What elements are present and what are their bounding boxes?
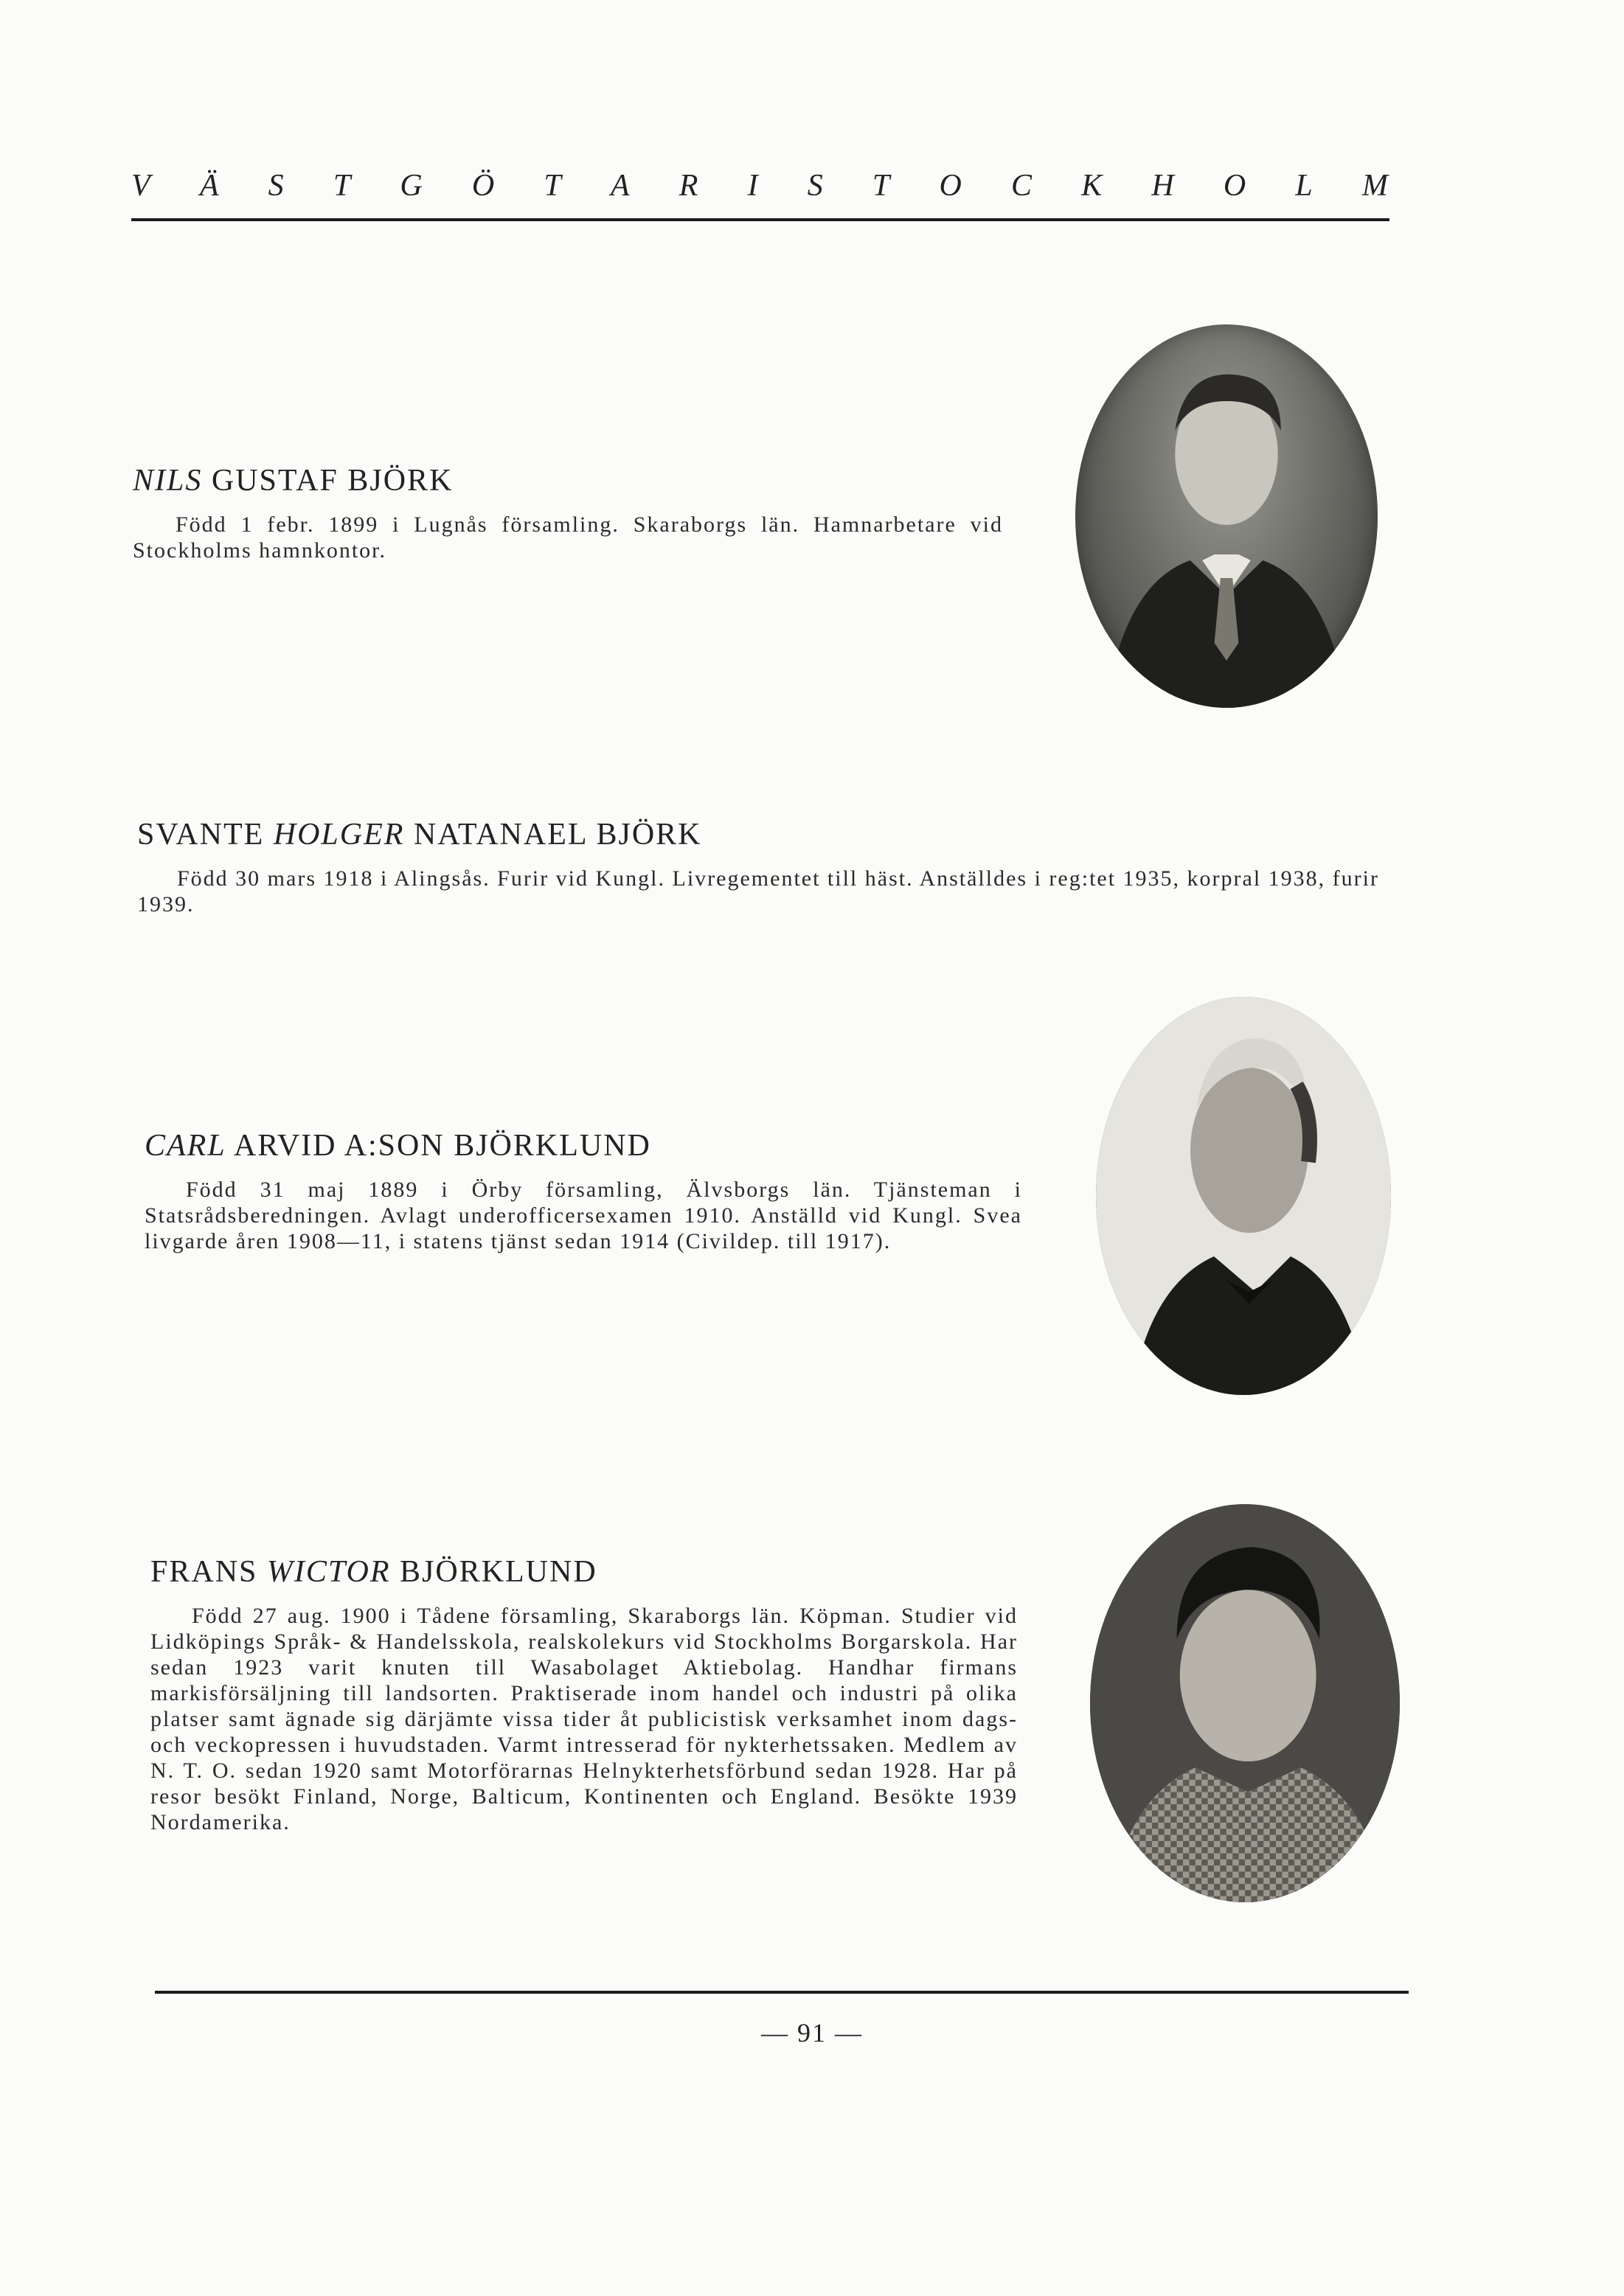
entry-name [137, 817, 1428, 852]
header-letter: O [939, 169, 963, 203]
portrait-silhouette [1096, 997, 1391, 1395]
running-head [131, 168, 1389, 203]
header-letter: S [268, 169, 285, 203]
header-letter: M [1361, 169, 1389, 203]
portrait-silhouette [1090, 1504, 1400, 1902]
footer-rule [155, 1991, 1409, 1994]
name-pre: SVANTE [137, 818, 274, 852]
name-rest: NATANAEL BJÖRK [404, 818, 702, 852]
name-rest: ARVID A:SON BJÖRKLUND [226, 1129, 651, 1163]
entry-name [145, 1128, 1022, 1163]
entry-bio: Född 27 aug. 1900 i Tådene församling, Skaraborgs län. Köpman. Studier vid Lidköpings Språk- & Handelsskola, realskolekurs vid Stockholms Borgarskola. Har sedan 1923 varit knuten till Wasabolaget Aktiebolag. Handhar firmans markisförsäljning till landsorten. Praktiserade inom handel och industri på olika platser samt ägnade sig därjämte vissa tider åt publicistisk verksamhet inom dags- och veckopressen i huvudstaden. Varmt intresserad för nykterhetssaken. Medlem av N. T. O. sedan 1920 samt Motorförarnas Helnykterhetsförbund sedan 1928. Har på resor besökt Finland, Norge, Balticum, Kontinenten och England. Besökte 1939 Nordamerika. [150, 1604, 1018, 1834]
header-letter: T [333, 169, 353, 203]
header-letter: H [1151, 169, 1176, 203]
name-emphasis: WICTOR [266, 1555, 391, 1589]
header-letter: C [1010, 169, 1033, 203]
header-letter: G [400, 169, 424, 203]
entry-frans-wictor-bjorklund [150, 1554, 1018, 1835]
portrait-photo [1090, 1504, 1400, 1902]
header-rule [131, 218, 1389, 221]
entry-bio: Född 1 febr. 1899 i Lugnås församling. Skaraborgs län. Hamnarbetare vid Stockholms hamnkontor. [133, 512, 1003, 563]
header-letter: A [610, 169, 631, 203]
entry-name [150, 1554, 1018, 1590]
name-rest: BJÖRKLUND [390, 1555, 597, 1589]
header-letter: Ä [199, 169, 221, 203]
name-emphasis: NILS [133, 464, 203, 498]
header-letter: O [1223, 169, 1248, 203]
header-letter: T [544, 169, 563, 203]
entry-nils-gustaf-bjork [133, 463, 1003, 563]
header-letter: S [807, 169, 825, 203]
header-letter: K [1081, 169, 1104, 203]
name-pre: FRANS [150, 1555, 267, 1589]
header-letter: T [872, 169, 892, 203]
portrait-photo [1096, 997, 1391, 1395]
header-letter: I [747, 169, 760, 203]
name-rest: GUSTAF BJÖRK [202, 464, 454, 498]
header-letter: L [1295, 169, 1314, 203]
portrait-photo [1075, 324, 1378, 708]
entry-bio: Född 31 maj 1889 i Örby församling, Älvsborgs län. Tjänsteman i Statsrådsberedningen. Avlagt underofficersexamen 1910. Anställd vid Kungl. Svea livgarde åren 1908—11, i statens tjänst sedan 1914 (Civildep. till 1917). [145, 1177, 1022, 1253]
name-emphasis: HOLGER [273, 818, 405, 852]
header-letter: R [679, 169, 700, 203]
page-number: — 91 — [761, 2018, 863, 2048]
entry-name [133, 463, 1003, 498]
name-emphasis: CARL [145, 1129, 226, 1163]
entry-carl-arvid-bjorklund [145, 1128, 1022, 1254]
portrait-silhouette [1075, 324, 1378, 708]
header-letter: Ö [471, 169, 496, 203]
header-letter: V [131, 169, 152, 203]
entry-svante-holger-natanael-bjork [137, 817, 1428, 917]
entry-bio: Född 30 mars 1918 i Alingsås. Furir vid Kungl. Livregementet till häst. Anställdes i reg:tet 1935, korpral 1938, furir 1939. [137, 866, 1379, 916]
